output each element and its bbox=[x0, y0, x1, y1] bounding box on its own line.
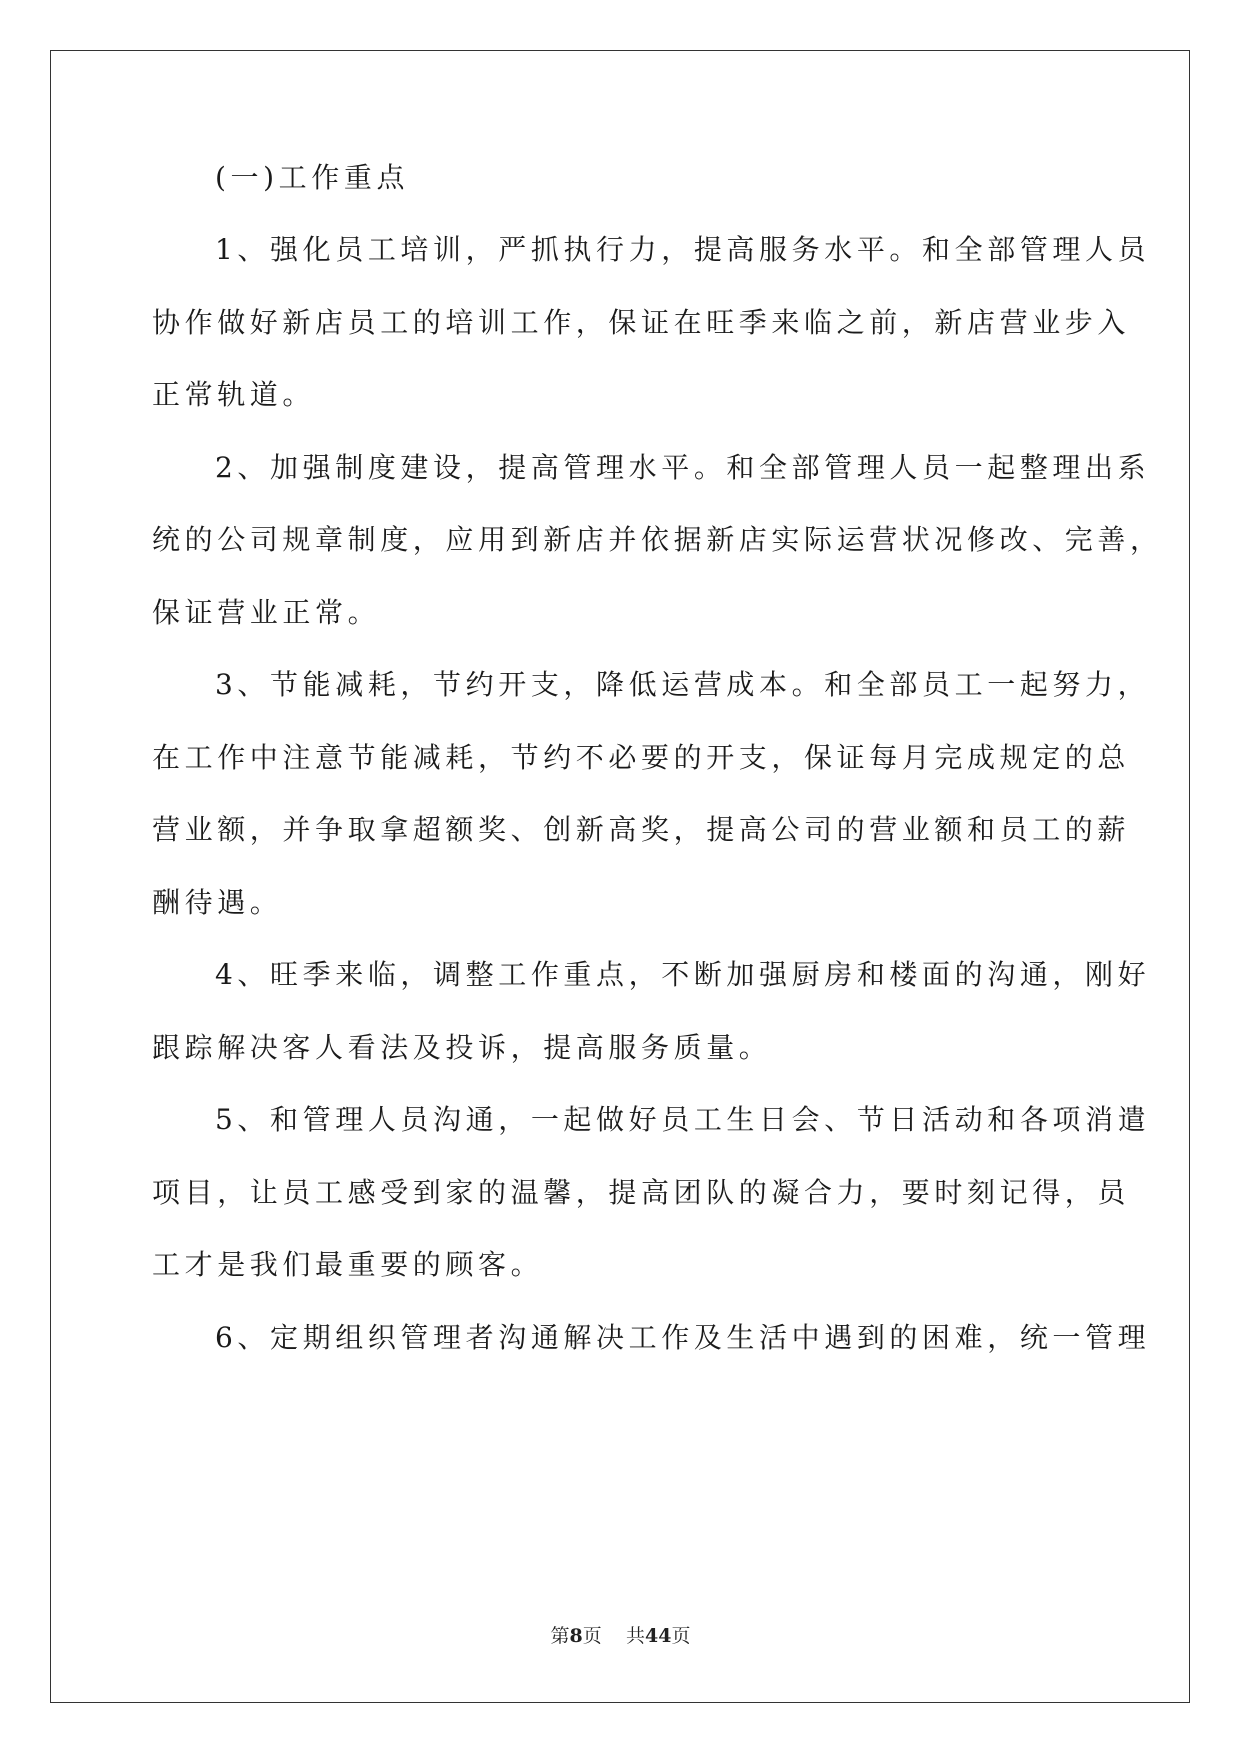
text-line: (一)工作重点 bbox=[215, 161, 410, 194]
page-footer bbox=[0, 1624, 1241, 1648]
page-border bbox=[50, 50, 1190, 1703]
text-line: 6、定期组织管理者沟通解决工作及生活中遇到的困难，统一管理 bbox=[215, 1321, 1151, 1354]
text-line: 项目，让员工感受到家的温馨，提高团队的凝合力，要时刻记得，员 bbox=[152, 1176, 1131, 1209]
text-line: 工才是我们最重要的顾客。 bbox=[152, 1248, 544, 1281]
text-line: 统的公司规章制度，应用到新店并依据新店实际运营状况修改、完善， bbox=[152, 523, 1163, 556]
text-line: 跟踪解决客人看法及投诉，提高服务质量。 bbox=[152, 1031, 772, 1064]
footer-total-prefix: 共 bbox=[625, 1625, 645, 1647]
text-line: 5、和管理人员沟通，一起做好员工生日会、节日活动和各项消遣 bbox=[215, 1103, 1151, 1136]
footer-prefix: 第 bbox=[550, 1625, 570, 1647]
text-line: 酬待遇。 bbox=[152, 886, 283, 919]
total-page-count: 44 bbox=[644, 1625, 672, 1647]
text-line: 4、旺季来临，调整工作重点，不断加强厨房和楼面的沟通，刚好 bbox=[215, 958, 1151, 991]
current-page-number: 8 bbox=[569, 1625, 583, 1647]
text-line: 保证营业正常。 bbox=[152, 596, 381, 629]
text-line: 正常轨道。 bbox=[152, 378, 316, 411]
footer-page-suffix: 页 bbox=[582, 1625, 602, 1647]
text-line: 2、加强制度建设，提高管理水平。和全部管理人员一起整理出系 bbox=[215, 451, 1151, 484]
text-line: 营业额，并争取拿超额奖、创新高奖，提高公司的营业额和员工的薪 bbox=[152, 813, 1131, 846]
footer-total-suffix: 页 bbox=[671, 1625, 691, 1647]
text-line: 1、强化员工培训，严抓执行力，提高服务水平。和全部管理人员 bbox=[215, 233, 1151, 266]
text-line: 3、节能减耗，节约开支，降低运营成本。和全部员工一起努力， bbox=[215, 668, 1151, 701]
text-line: 在工作中注意节能减耗，节约不必要的开支，保证每月完成规定的总 bbox=[152, 741, 1131, 774]
text-line: 协作做好新店员工的培训工作，保证在旺季来临之前，新店营业步入 bbox=[152, 306, 1131, 339]
